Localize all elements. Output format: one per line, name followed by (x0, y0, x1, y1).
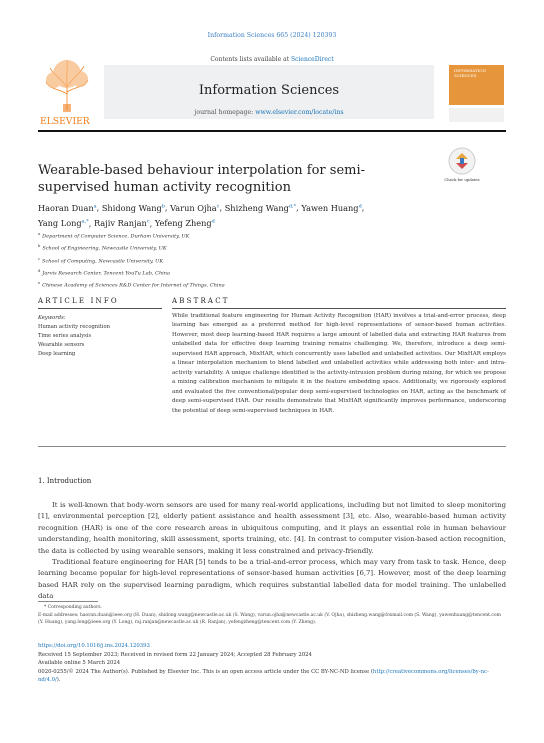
affiliation: $^c$ School of Computing, Newcastle University, UK (38, 256, 164, 265)
homepage-link[interactable]: www.elsevier.com/locate/ins (255, 109, 344, 116)
affiliation: $^a$ Department of Computer Science, Durham University, UK (38, 232, 190, 240)
introduction-body (38, 500, 506, 603)
author[interactable]: Yang Long$^{a,*}$ (38, 218, 89, 229)
paragraph: Traditional feature engineering for HAR [5] tends to be a trial-and-error process, which may vary from task to task. Hence, deep learning became popular for high-level representations of sensor-based human activities [6,7]. However, most of the deep learning based HAR rely on the supervised learning paradigm, which requires substantial labelled data for model training. The unlabelled data (38, 558, 506, 601)
abstract-bottom-rule (38, 446, 506, 447)
affiliation-list (38, 230, 508, 291)
abstract-heading: ABSTRACT (172, 297, 230, 305)
elsevier-tree-logo-icon (38, 54, 96, 126)
check-for-updates-icon[interactable] (447, 146, 477, 176)
keyword: Human activity recognition (38, 324, 110, 330)
author[interactable]: Haoran Duan$^a$ (38, 202, 97, 213)
article-info-heading: ARTICLE INFO (38, 297, 119, 305)
abstract-text: While traditional feature engineering for Human Activity Recognition (HAR) involves a trial-and-error process, deep learning has emerged as a preferred method for high-level representations of sensor-based human activities. However, most deep learning-based HAR requires a large amount of labelled data and extracting HAR features from unlabelled data for effective deep learning training remains challenging. We, therefore, introduce a deep semi-supervised HAR approach, MixHAR, which concurrently uses labelled and unlabelled activities. Our MixHAR employs a linear interpolation mechanism to blend labelled and unlabelled activities while addressing both inter- and intra-activity variability. A unique challenge identified is the activity-intrusion problem during mixing, for which we propose a mixing calibration mechanism to mitigate it in the feature embedding space. Additionally, we rigorously explored and evaluated the five conventional/popular deep semi-supervised technologies on HAR, acting as the benchmark of deep semi-supervised HAR. Our results demonstrate that MixHAR significantly improves performance, underscoring the potential of deep semi-supervised techniques in HAR. (172, 313, 506, 414)
article-info-rule (38, 308, 162, 309)
publication-info (38, 642, 506, 685)
keyword: Deep learning (38, 351, 76, 357)
abstract-rule (172, 308, 506, 309)
author[interactable]: Rajiv Ranjan$^c$ (93, 218, 150, 229)
author[interactable]: Varun Ojha$^c$ (170, 202, 220, 213)
cover-title: INFORMATION SCIENCES (454, 68, 486, 78)
cover-strip (449, 108, 504, 122)
author[interactable]: Shidong Wang$^b$ (101, 202, 165, 213)
keyword: Time series analysis (38, 333, 92, 339)
affiliation: $^e$ Chinese Academy of Sciences R&D Center for Internet of Things, China (38, 281, 225, 289)
header-rule (38, 130, 506, 132)
journal-name: Information Sciences (198, 83, 340, 98)
available-online: Available online 5 March 2024 (38, 660, 121, 667)
doi-link[interactable]: https://doi.org/10.1016/j.ins.2024.120393 (38, 643, 150, 649)
contents-prefix: Contents lists available at (210, 56, 292, 63)
contents-line (38, 56, 506, 63)
sciencedirect-link[interactable]: ScienceDirect (291, 56, 334, 63)
license-line: 0020-0255/© 2024 The Author(s). Published by Elsevier Inc. This is an open access article under the CC BY-NC-ND license (http://creativecommons.org/licenses/by-nc-nd/4.0/). (38, 668, 489, 684)
affiliation: $^b$ School of Engineering, Newcastle University, UK (38, 244, 167, 252)
affiliation: $^d$ Jarvis Research Center, Tencent YouTu Lab, China (38, 268, 170, 277)
license-link[interactable]: http://creativecommons.org/licenses/by-nc-nd/4.0/ (38, 668, 489, 684)
keywords-label: Keywords: (38, 315, 66, 321)
email-addresses[interactable]: E-mail addresses: haoran.duan@ieee.org (H. Duan), shidong.wang@newcastle.ac.uk (S. Wang), varun.ojha@newcastle.ac.uk (V. Ojha), shizheng.wang@foxmail.com (S. Wang), yawenhuang@tencent.com (Y. Huang), yang.long@ieee.org (Y. Long), raj.ranjan@newcastle.ac.uk (R. Ranjan), yefengzheng@tencent.com (Y. Zheng). (38, 612, 501, 626)
keywords-block (38, 314, 162, 359)
journal-reference[interactable]: Information Sciences 665 (2024) 120393 (207, 32, 337, 39)
journal-cover-thumbnail (449, 65, 504, 105)
footnote-rule (38, 601, 98, 602)
publisher-name: ELSEVIER (40, 116, 90, 126)
check-for-updates-label: Check for updates (444, 177, 480, 182)
received-dates: Received 15 September 2023; Received in revised form 22 January 2024; Accepted 28 February 2024 (38, 651, 312, 658)
footnotes (38, 604, 506, 627)
author-list: Haoran Duan$^a$, Shidong Wang$^b$, Varun Ojha$^c$, Shizheng Wang$^{d,*}$, Yawen Huang$^d$, Yang Long$^{a,*}$, Rajiv Ranjan$^c$, Yefeng Zheng$^d$ (38, 202, 365, 229)
keyword: Wearable sensors (38, 342, 85, 348)
masthead-box (104, 65, 434, 119)
author[interactable]: Shizheng Wang$^{d,*}$ (224, 202, 297, 213)
author[interactable]: Yawen Huang$^d$ (301, 202, 362, 213)
article-title: Wearable-based behaviour interpolation for semi-supervised human activity recognition (38, 163, 366, 195)
homepage-prefix: journal homepage: (194, 109, 256, 116)
author[interactable]: Yefeng Zheng$^d$ (154, 218, 215, 229)
corresponding-note: * Corresponding authors. (44, 605, 103, 610)
paragraph: It is well-known that body-worn sensors are used for many real-world applications, including but not limited to sleep monitoring [1], environmental perception [2], elderly patient assistance and health assessment [3], etc. Also, wearable-based human activity recognition (HAR) is one of the core research areas in ubiquitous computing, and it plays an essential role in human behaviour understanding, health monitoring, skill assessment, sports training, etc. [4]. In contrast to computer vision-based action recognition, the data is collected by using wearable sensors, making it less constrained and privacy-friendly. (38, 501, 506, 555)
homepage-line (104, 109, 434, 116)
section-heading-introduction: 1. Introduction (38, 477, 92, 485)
journal-header (38, 54, 506, 126)
